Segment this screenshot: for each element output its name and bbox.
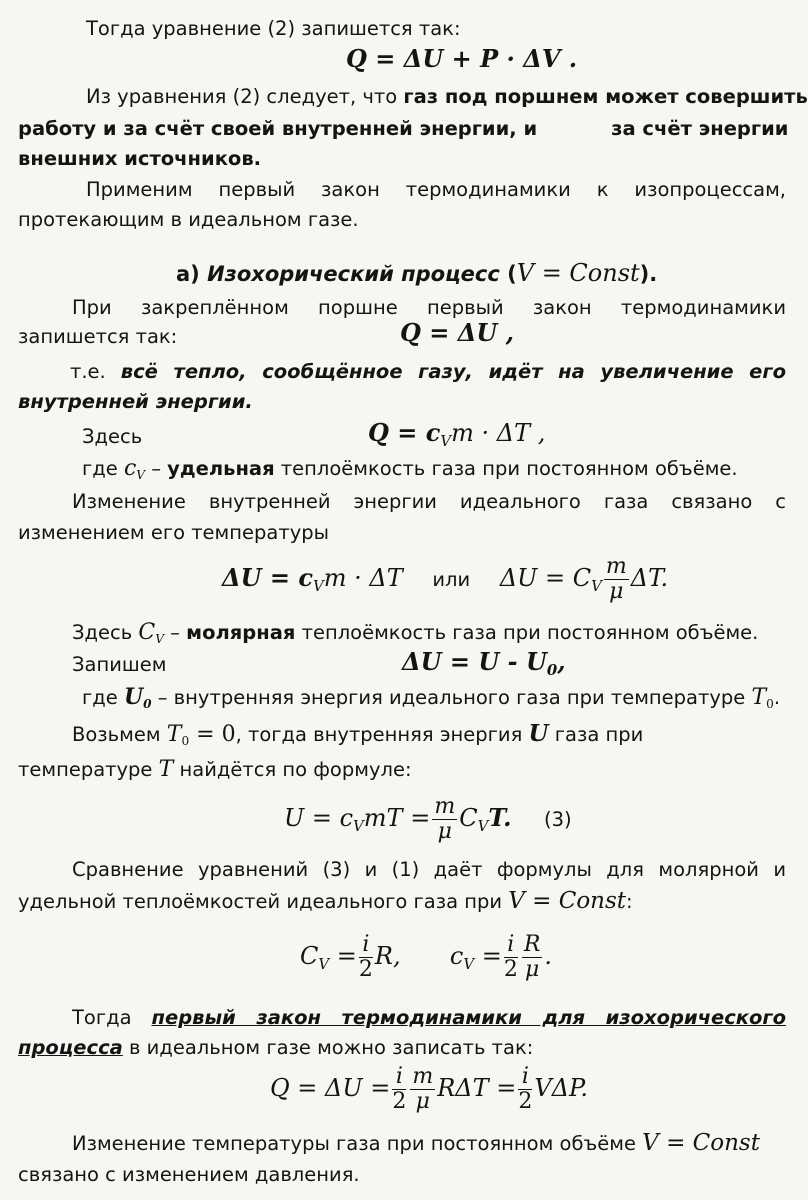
denominator: μ [415, 1089, 430, 1114]
formula: , [557, 647, 566, 676]
numerator: R [523, 932, 541, 957]
math-var: = 0 [189, 722, 236, 747]
fraction [604, 555, 629, 604]
paragraph-line [86, 85, 808, 109]
bold-text: газ под поршнем может совершить [403, 85, 808, 108]
paragraph-line [18, 117, 788, 141]
bold-italic-underlined-text: процесса [18, 1036, 123, 1059]
text: температуре [18, 758, 159, 781]
text: Изменение температуры газа при постоянном объёме [72, 1132, 643, 1155]
text: Сравнение уравнений (3) и (1) даёт формулы для молярной и [72, 858, 786, 881]
formula: Q = ΔU + P · ΔV . [346, 44, 578, 73]
intro-line [86, 17, 461, 41]
bold-italic-underlined-text: первый закон термодинамики для изохорического [151, 1006, 787, 1029]
math-var: T [158, 757, 174, 782]
text: При закреплённом поршне первый закон термодинамики [72, 296, 786, 319]
text: Из уравнения (2) следует, что [86, 85, 404, 108]
formula: C [459, 804, 478, 832]
subscript: V [318, 955, 330, 974]
formula: Q = ΔU , [400, 318, 514, 347]
subscript: 0 [766, 697, 774, 712]
text: Тогда [72, 1006, 152, 1029]
text: Изменение внутренней энергии идеального газа связано с [72, 490, 786, 513]
heading-text: ). [639, 262, 658, 286]
text: Применим первый закон термодинамики к изопроцессам, [86, 178, 786, 201]
bold-text: удельная [167, 457, 275, 480]
equation-internal-energy [222, 555, 668, 604]
denominator: μ [524, 957, 540, 982]
equation-first-law-isochoric [270, 1065, 588, 1114]
subscript: V [312, 577, 324, 596]
formula: c [449, 942, 464, 970]
math-var: T [751, 685, 767, 710]
section-heading [176, 261, 657, 286]
equation-first-law [346, 44, 577, 74]
equation-heat-specific [368, 418, 545, 456]
subscript: V [477, 817, 489, 836]
paragraph-line [18, 889, 633, 914]
equation-heat-capacities [300, 933, 552, 982]
paragraph-line [72, 722, 643, 753]
paragraph-line [18, 208, 359, 232]
text: Здесь [72, 621, 139, 644]
paragraph-line [86, 178, 786, 202]
math-var: V [508, 888, 525, 914]
equation-3 [284, 795, 511, 844]
formula: VΔP. [534, 1074, 588, 1102]
text: теплоёмкость газа при постоянном объёме. [274, 457, 738, 480]
denominator: 2 [503, 957, 518, 982]
subscript: V [353, 817, 364, 836]
text: (3) [544, 808, 572, 831]
math-var: C [138, 620, 156, 645]
equation-energy-change [402, 647, 566, 685]
text: Запишем [72, 653, 167, 676]
text: Возьмем [72, 723, 167, 746]
math-var: = Const [658, 1130, 760, 1156]
formula: RΔT = [437, 1074, 517, 1102]
denominator: 2 [392, 1089, 407, 1114]
fraction [392, 1065, 406, 1114]
subscript: V [591, 577, 602, 596]
math-var: U [528, 720, 549, 747]
equation-number [544, 808, 572, 832]
bold-text: за счёт энергии [611, 117, 789, 140]
subscript: V [136, 468, 145, 483]
paragraph-line [18, 1163, 360, 1187]
numerator: m [412, 1064, 434, 1089]
math-var: V [642, 1130, 659, 1156]
fraction [504, 933, 518, 982]
numerator: i [359, 933, 373, 958]
formula: m · ΔT , [451, 419, 546, 447]
fraction [522, 933, 543, 982]
text: , тогда внутренняя энергия [235, 723, 529, 746]
paragraph-line [18, 325, 177, 349]
text: . [773, 686, 781, 709]
math-var: T [166, 722, 182, 747]
heading-text: Изохорический процесс [207, 262, 500, 286]
text: удельной теплоёмкостей идеального газа при [18, 890, 509, 913]
formula: ΔU = c [222, 563, 313, 592]
paragraph-line [82, 457, 738, 487]
paragraph-line [18, 1036, 533, 1060]
paragraph-line [70, 360, 786, 384]
math-var: c [123, 456, 137, 481]
numerator: i [392, 1065, 406, 1090]
subscript: V [155, 632, 164, 647]
paragraph-line [18, 521, 329, 545]
text: Здесь [82, 425, 143, 448]
text: где [82, 686, 124, 709]
subscript: 0 [181, 734, 190, 749]
heading-text: а) [176, 262, 208, 286]
subscript: V [463, 955, 475, 974]
subscript: 0 [546, 661, 558, 680]
formula: m · ΔT [323, 564, 403, 592]
paragraph-line [72, 1131, 760, 1156]
text: протекающим в идеальном газе. [18, 208, 359, 231]
text: связано с изменением давления. [18, 1163, 360, 1186]
formula: ΔU = C [499, 564, 592, 592]
text: в идеальном газе можно записать так: [122, 1036, 534, 1059]
subscript: V [440, 432, 452, 451]
text: запишется так: [18, 325, 178, 348]
math-var: = Const [534, 259, 640, 287]
math-var: V [516, 259, 535, 287]
paragraph-line [18, 758, 412, 782]
bold-italic-text: внутренней энергии. [18, 390, 253, 413]
numerator: i [504, 933, 518, 958]
formula: Q = ΔU = [270, 1074, 391, 1102]
bold-text: работу и за счёт своей внутренней энергии, и [18, 117, 538, 140]
text: где [82, 457, 124, 480]
text: изменением его температуры [18, 521, 330, 544]
math-var: U [123, 684, 144, 710]
subscript: 0 [143, 697, 152, 712]
denominator: 2 [358, 957, 373, 982]
fraction [432, 795, 457, 844]
text: или [432, 568, 471, 591]
denominator: 2 [518, 1089, 533, 1114]
paragraph-line [18, 147, 261, 171]
formula: ΔU = U - U [402, 647, 547, 676]
formula: C [300, 942, 319, 970]
text: т.е. [70, 360, 121, 383]
fraction [359, 933, 373, 982]
formula: T. [488, 803, 512, 832]
bold-italic-text: всё тепло, сообщённое газу, идёт на увеличение его [120, 360, 786, 383]
formula: ΔT. [630, 564, 669, 592]
numerator: m [434, 794, 456, 819]
formula: U = c [284, 804, 354, 832]
formula: R, [374, 942, 401, 970]
paragraph-line [72, 858, 786, 882]
math-var: = Const [524, 888, 627, 914]
text: найдётся по формуле: [173, 758, 412, 781]
formula: Q = c [368, 418, 441, 447]
paragraph-line [72, 653, 166, 677]
denominator: μ [609, 579, 624, 604]
text: газа при [548, 723, 644, 746]
text: – [145, 457, 168, 480]
formula: = [329, 942, 357, 970]
text: – [163, 621, 187, 644]
paragraph-line [18, 390, 253, 414]
heading-text: ( [499, 262, 517, 286]
formula: . [544, 942, 553, 970]
paragraph-line [72, 296, 786, 320]
paragraph-line [72, 490, 786, 514]
text: Тогда уравнение (2) запишется так: [86, 17, 461, 40]
fraction [410, 1065, 435, 1114]
equation-isochoric [400, 318, 514, 348]
bold-text: молярная [186, 621, 296, 644]
formula: mT = [363, 804, 431, 832]
formula: = [474, 942, 502, 970]
numerator: m [605, 554, 627, 579]
paragraph-line [72, 1006, 786, 1030]
text: – внутренняя энергия идеального газа при температуре [151, 686, 752, 709]
fraction [518, 1065, 532, 1114]
bold-text: внешних источников. [18, 147, 262, 170]
paragraph-line [82, 685, 780, 716]
text: теплоёмкость газа при постоянном объёме. [295, 621, 759, 644]
denominator: μ [437, 819, 452, 844]
numerator: i [518, 1065, 532, 1090]
text: : [626, 890, 633, 913]
paragraph-line [82, 425, 142, 449]
